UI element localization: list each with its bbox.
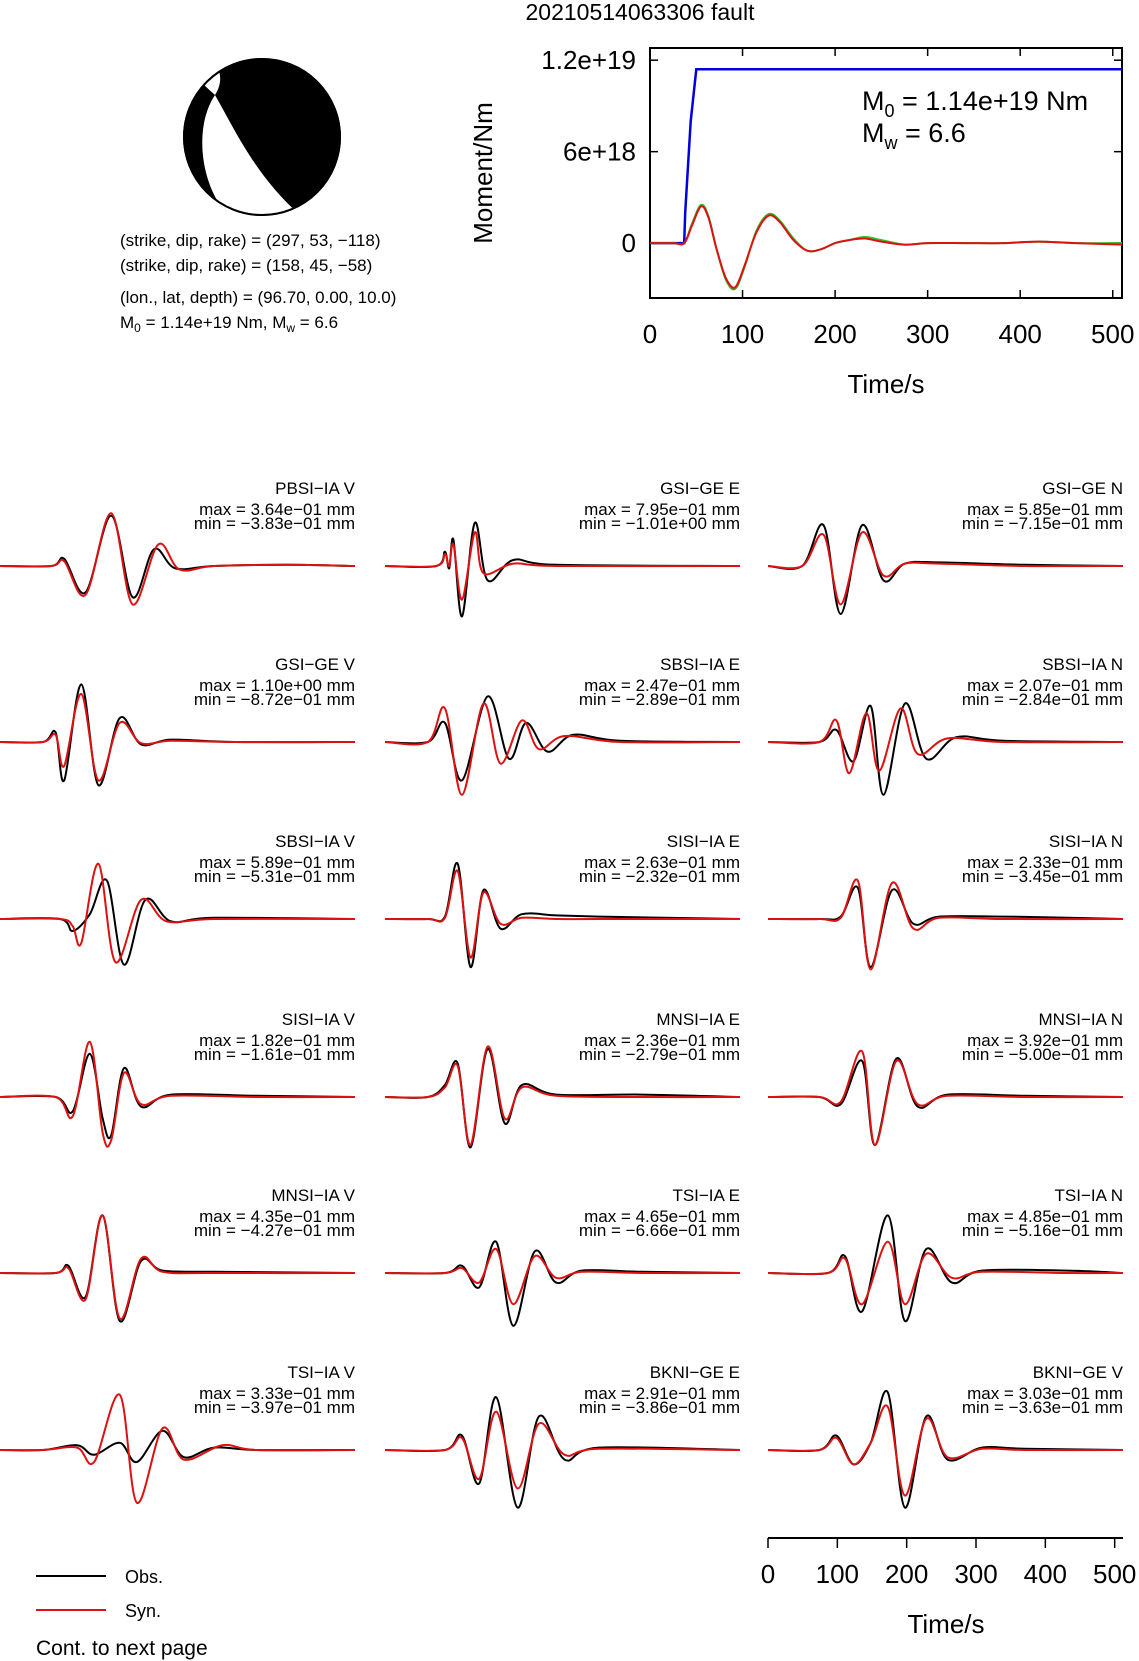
waveform-xlabel: Time/s <box>907 1609 985 1639</box>
station-max: max = 4.35e−01 mm <box>199 1207 355 1226</box>
station-panel <box>768 1363 1124 1508</box>
station-label: TSI−IA E <box>672 1186 740 1205</box>
moment-xlabel: Time/s <box>847 369 925 399</box>
legend <box>36 1567 163 1621</box>
station-min: min = −1.01e+00 mm <box>578 514 740 533</box>
time-axis-tick-label: 100 <box>815 1559 860 1589</box>
synthetic-waveform <box>385 1249 740 1304</box>
station-panel <box>385 1010 740 1147</box>
station-panel <box>385 1363 740 1508</box>
station-label: GSI−GE N <box>1042 479 1123 498</box>
station-panel <box>0 1186 356 1322</box>
station-min: min = −6.66e−01 mm <box>578 1221 740 1240</box>
observed-waveform <box>768 703 1123 795</box>
station-panel <box>768 479 1123 614</box>
station-max: max = 3.64e−01 mm <box>199 500 355 519</box>
station-panel <box>768 655 1123 795</box>
moment-ytick-label: 6e+18 <box>562 136 636 167</box>
station-panel <box>0 1010 356 1147</box>
moment-xtick-label: 500 <box>1091 319 1135 349</box>
station-label: BKNI−GE E <box>649 1363 740 1382</box>
moment-ylabel: Moment/Nm <box>468 102 498 244</box>
station-max: max = 2.36e−01 mm <box>584 1031 740 1050</box>
time-axis-tick-label: 500 <box>1092 1559 1137 1589</box>
station-label: TSI−IA N <box>1054 1186 1123 1205</box>
source-location: (lon., lat, depth) = (96.70, 0.00, 10.0) <box>120 288 397 307</box>
station-min: min = −2.79e−01 mm <box>578 1045 740 1064</box>
synthetic-waveform <box>385 532 740 600</box>
station-max: max = 5.85e−01 mm <box>967 500 1123 519</box>
station-max: max = 2.33e−01 mm <box>967 853 1123 872</box>
station-min: min = −3.97e−01 mm <box>193 1398 355 1417</box>
station-min: min = −3.83e−01 mm <box>193 514 355 533</box>
station-panel <box>0 832 356 965</box>
moment-xtick-label: 300 <box>905 319 950 349</box>
station-panel <box>0 655 356 786</box>
mechanism-info <box>120 231 396 335</box>
focal-mechanism-beachball <box>180 55 340 217</box>
synthetic-waveform <box>385 1412 740 1489</box>
station-max: max = 7.95e−01 mm <box>584 500 740 519</box>
moment-rate-chart <box>468 45 1134 399</box>
station-min: min = −5.31e−01 mm <box>193 867 355 886</box>
moment-xtick-label: 200 <box>813 319 857 349</box>
station-max: max = 1.10e+00 mm <box>199 676 355 695</box>
station-min: min = −8.72e−01 mm <box>193 690 355 709</box>
station-label: SBSI−IA N <box>1042 655 1123 674</box>
synthetic-waveform <box>768 532 1123 604</box>
station-min: min = −3.86e−01 mm <box>578 1398 740 1417</box>
station-max: max = 2.63e−01 mm <box>584 853 740 872</box>
station-max: max = 1.82e−01 mm <box>199 1031 355 1050</box>
station-label: GSI−GE E <box>660 479 740 498</box>
moment-mw-annotation: $M_w = 6.6$ <box>862 118 966 153</box>
time-axis-tick-label: 200 <box>884 1559 929 1589</box>
station-label: SISI−IA V <box>281 1010 355 1029</box>
station-label: SISI−IA N <box>1048 832 1123 851</box>
nodal-plane-1: (strike, dip, rake) = (297, 53, −118) <box>120 231 381 250</box>
station-label: GSI−GE V <box>275 655 355 674</box>
moment-ytick-label: 1.2e+19 <box>541 45 636 76</box>
moment-xtick-label: 0 <box>642 319 658 349</box>
station-label: SBSI−IA V <box>275 832 355 851</box>
station-label: PBSI−IA V <box>275 479 355 498</box>
observed-waveform <box>385 522 740 616</box>
station-max: max = 2.07e−01 mm <box>967 676 1123 695</box>
observed-waveform <box>385 1241 740 1326</box>
station-min: min = −7.15e−01 mm <box>961 514 1123 533</box>
time-axis-tick-label: 300 <box>954 1559 998 1589</box>
station-max: max = 2.91e−01 mm <box>584 1384 740 1403</box>
station-max: max = 3.33e−01 mm <box>199 1384 355 1403</box>
time-axis-tick-label: 0 <box>760 1559 776 1589</box>
station-min: min = −3.45e−01 mm <box>961 867 1123 886</box>
moment-m0-annotation: $M_0 = 1.14e+19$ Nm <box>862 86 1089 121</box>
figure-title: 20210514063306 fault <box>525 0 755 25</box>
station-panel <box>0 479 356 605</box>
synthetic-waveform <box>768 1242 1123 1305</box>
observed-waveform <box>0 1431 355 1462</box>
station-label: TSI−IA V <box>287 1363 355 1382</box>
continuation-note: Cont. to next page <box>36 1637 208 1660</box>
legend-obs-label: Obs. <box>125 1567 164 1587</box>
station-label: SBSI−IA E <box>660 655 740 674</box>
station-max: max = 3.92e−01 mm <box>967 1031 1123 1050</box>
moment-xtick-label: 100 <box>720 319 765 349</box>
synthetic-waveform <box>385 703 740 795</box>
station-max: max = 4.85e−01 mm <box>967 1207 1123 1226</box>
station-max: max = 4.65e−01 mm <box>584 1207 740 1226</box>
time-axis-tick-label: 400 <box>1023 1559 1068 1589</box>
station-panel <box>768 1010 1123 1145</box>
station-label: MNSI−IA E <box>656 1010 740 1029</box>
station-panel <box>385 655 740 795</box>
station-panel <box>768 1186 1123 1321</box>
waveform-time-axis <box>761 1538 1137 1639</box>
station-panel <box>385 479 740 616</box>
station-panel <box>385 832 740 967</box>
synthetic-waveform <box>768 1051 1123 1145</box>
station-label: MNSI−IA N <box>1038 1010 1123 1029</box>
observed-waveform <box>768 1058 1123 1145</box>
waveform-grid <box>0 479 1124 1508</box>
moment-xtick-label: 400 <box>998 319 1042 349</box>
synthetic-waveform <box>768 879 1123 969</box>
station-min: min = −4.27e−01 mm <box>193 1221 355 1240</box>
observed-waveform <box>768 886 1123 967</box>
station-min: min = −1.61e−01 mm <box>193 1045 355 1064</box>
station-min: min = −2.89e−01 mm <box>578 690 740 709</box>
station-label: SISI−IA E <box>666 832 740 851</box>
station-panel <box>0 1363 356 1503</box>
station-min: min = −5.16e−01 mm <box>961 1221 1123 1240</box>
moment-series-line <box>650 205 1122 290</box>
station-panel <box>768 832 1123 969</box>
station-max: max = 2.47e−01 mm <box>584 676 740 695</box>
station-panel <box>385 1186 740 1326</box>
moment-series-line <box>650 206 1122 288</box>
station-min: min = −5.00e−01 mm <box>961 1045 1123 1064</box>
station-label: BKNI−GE V <box>1032 1363 1123 1382</box>
observed-waveform <box>768 524 1123 614</box>
station-min: min = −2.84e−01 mm <box>961 690 1123 709</box>
moment-magnitude-line: $M_0 = 1.14e+19$ Nm, $M_w = 6.6$ <box>120 313 339 335</box>
station-min: min = −2.32e−01 mm <box>578 867 740 886</box>
station-max: max = 3.03e−01 mm <box>967 1384 1123 1403</box>
station-max: max = 5.89e−01 mm <box>199 853 355 872</box>
station-label: MNSI−IA V <box>271 1186 355 1205</box>
synthetic-waveform <box>768 1405 1123 1495</box>
nodal-plane-2: (strike, dip, rake) = (158, 45, −58) <box>120 256 373 275</box>
legend-syn-label: Syn. <box>125 1601 162 1621</box>
moment-ytick-label: 0 <box>621 228 636 259</box>
station-min: min = −3.63e−01 mm <box>961 1398 1123 1417</box>
